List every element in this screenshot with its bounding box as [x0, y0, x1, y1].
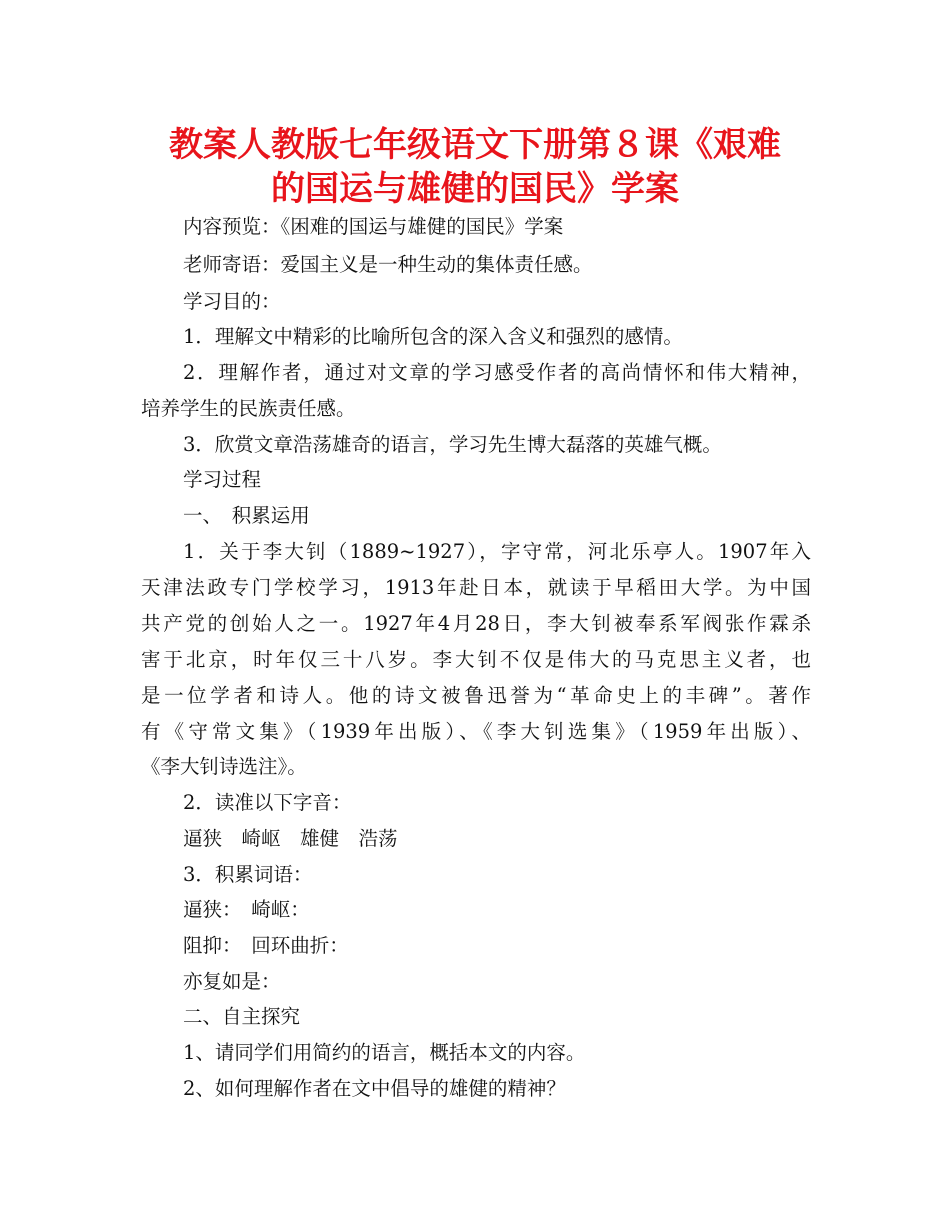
biography-line-5: 是一位学者和诗人。他的诗文被鲁迅誉为“革命史上的丰碑”。著作 — [141, 684, 811, 707]
vocabulary-line-2: 阻抑： 回环曲折： — [183, 934, 349, 957]
document-title-line-2: 的国运与雄健的国民》学案 — [271, 169, 679, 209]
question-2: 2、如何理解作者在文中倡导的雄健的精神？ — [183, 1077, 566, 1100]
pronunciation-words: 逼狭 崎岖 雄健 浩荡 — [183, 827, 398, 850]
teacher-message-line: 老师寄语：爱国主义是一种生动的集体责任感。 — [183, 253, 593, 276]
document-title-line-1: 教案人教版七年级语文下册第８课《艰难 — [169, 125, 781, 165]
preview-line: 内容预览：《困难的国运与雄健的国民》学案 — [183, 215, 564, 238]
objective-2-line-2: 培养学生的民族责任感。 — [141, 397, 356, 420]
objective-1: 1．理解文中精彩的比喻所包含的深入含义和强烈的感情。 — [183, 325, 683, 348]
objective-2-line-1: 2．理解作者，通过对文章的学习感受作者的高尚情怀和伟大精神， — [183, 361, 811, 384]
biography-line-4: 害于北京，时年仅三十八岁。李大钊不仅是伟大的马克思主义者，也 — [141, 648, 811, 671]
section-1-heading: 一、 积累运用 — [183, 504, 310, 527]
biography-line-7: 《李大钊诗选注》。 — [141, 755, 307, 778]
objective-3: 3．欣赏文章浩荡雄奇的语言，学习先生博大磊落的英雄气概。 — [183, 433, 722, 456]
vocabulary-line-3: 亦复如是： — [183, 970, 281, 993]
biography-line-2: 天津法政专门学校学习，1913年赴日本，就读于早稻田大学。为中国 — [141, 576, 811, 599]
question-1: 1、请同学们用简约的语言，概括本文的内容。 — [183, 1041, 586, 1064]
biography-line-6: 有《守常文集》（1939年出版）、《李大钊选集》（1959年出版）、 — [141, 720, 811, 743]
biography-line-3: 共产党的创始人之一。1927年4月28日，李大钊被奉系军阀张作霖杀 — [141, 612, 811, 635]
vocabulary-heading: 3．积累词语： — [183, 863, 313, 886]
vocabulary-line-1: 逼狭： 崎岖： — [183, 898, 310, 921]
process-heading: 学习过程 — [183, 468, 262, 491]
objectives-heading: 学习目的： — [183, 290, 281, 313]
pronunciation-heading: 2．读准以下字音： — [183, 791, 352, 814]
biography-line-1: 1．关于李大钊（1889~1927），字守常，河北乐亭人。1907年入 — [183, 540, 811, 563]
section-2-heading: 二、自主探究 — [183, 1005, 301, 1028]
